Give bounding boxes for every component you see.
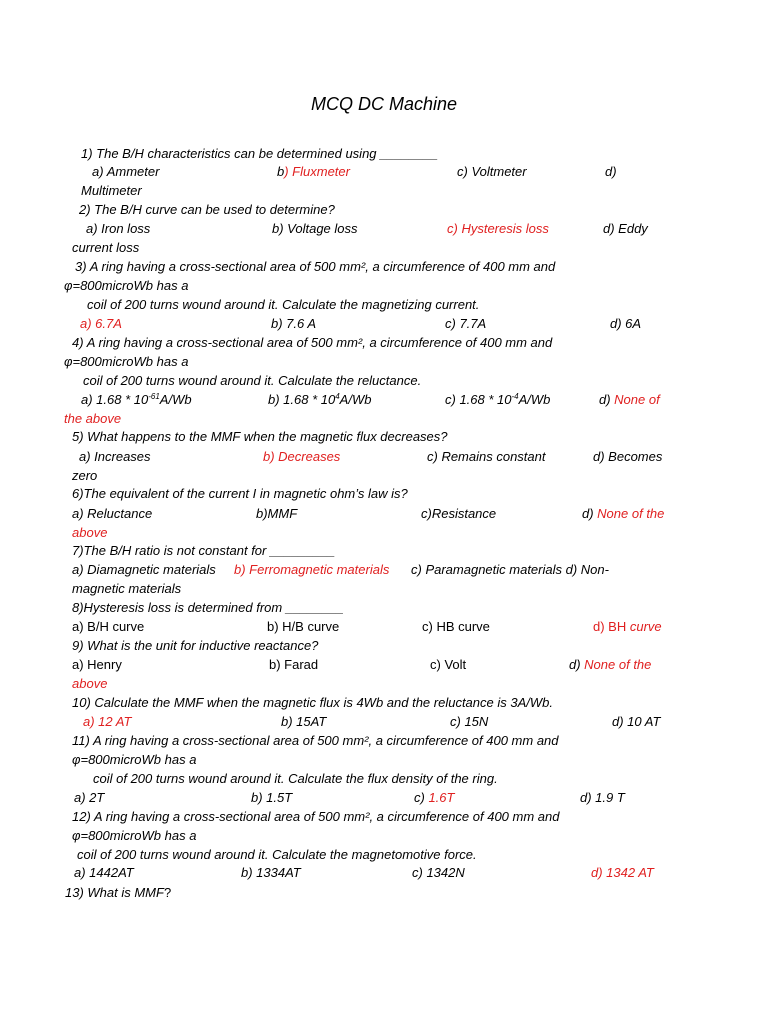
q1-option-b: b) Fluxmeter (277, 164, 350, 179)
question-12: 12) A ring having a cross-sectional area of 500 mm², a circumference of 400 mm and (72, 809, 560, 824)
q4-option-d-wrap: the above (64, 411, 122, 426)
q3-option-d: d) 6A (610, 316, 642, 331)
question-7: 7)The B/H ratio is not constant for _________ (72, 543, 336, 558)
question-12-line-3: coil of 200 turns wound around it. Calculate the magnetomotive force. (77, 847, 477, 862)
question-4-line-2: φ=800microWb has a (64, 354, 189, 369)
q11-option-b: b) 1.5T (251, 790, 293, 805)
q7-option-c: c) Paramagnetic materials d) Non- (411, 562, 609, 577)
q9-option-a: a) Henry (72, 657, 122, 672)
question-11-line-2: φ=800microWb has a (72, 752, 197, 767)
q11-option-d: d) 1.9 T (580, 790, 625, 805)
question-3-line-3: coil of 200 turns wound around it. Calculate the magnetizing current. (87, 297, 480, 312)
question-1: 1) The B/H characteristics can be determined using ________ (81, 146, 438, 161)
q10-option-b: b) 15AT (281, 714, 327, 729)
q5-option-d-wrap: zero (72, 468, 98, 483)
q1-option-c: c) Voltmeter (457, 164, 527, 179)
question-9: 9) What is the unit for inductive reactance? (72, 638, 319, 653)
question-2: 2) The B/H curve can be used to determine? (79, 202, 335, 217)
q9-option-c: c) Volt (430, 657, 467, 672)
question-8: 8)Hysteresis loss is determined from ________ (72, 600, 344, 615)
question-4: 4) A ring having a cross-sectional area of 500 mm², a circumference of 400 mm and (72, 335, 553, 350)
q12-option-c: c) 1342N (412, 865, 465, 880)
question-4-line-3: coil of 200 turns wound around it. Calculate the reluctance. (83, 373, 422, 388)
q10-option-a: a) 12 AT (83, 714, 132, 729)
q12-option-b: b) 1334AT (241, 865, 301, 880)
q6-option-a: a) Reluctance (72, 506, 153, 521)
q6-option-c: c)Resistance (421, 506, 497, 521)
correct-answer: None of (614, 392, 660, 407)
q9-option-d: d) None of the (569, 657, 652, 672)
q3-option-b: b) 7.6 A (271, 316, 317, 331)
q9-option-d-wrap: above (72, 676, 108, 691)
q5-option-c: c) Remains constant (427, 449, 546, 464)
q1-option-d: d) (605, 164, 617, 179)
q10-option-d: d) 10 AT (612, 714, 661, 729)
q2-option-d: d) Eddy (603, 221, 648, 236)
q5-option-d: d) Becomes (593, 449, 663, 464)
q4-option-c: c) $1.68 * 10^{-4}A/Wb$ (445, 392, 551, 407)
q3-option-a: a) 6.7A (80, 316, 122, 331)
q8-option-d: d) BH curve (593, 619, 662, 634)
q4-option-d: d) None of (599, 392, 660, 407)
question-3-line-2: φ=800microWb has a (64, 278, 189, 293)
q9-option-b: b) Farad (269, 657, 319, 672)
q10-option-c: c) 15N (450, 714, 489, 729)
question-6: 6)The equivalent of the current I in magnetic ohm’s law is? (72, 486, 408, 501)
question-13: 13) What is MMF? (65, 885, 172, 900)
q7-option-a: a) Diamagnetic materials (72, 562, 216, 577)
q8-option-c: c) HB curve (422, 619, 490, 634)
q8-option-b: b) H/B curve (267, 619, 340, 634)
question-5: 5) What happens to the MMF when the magnetic flux decreases? (72, 429, 448, 444)
correct-answer: 1.6T (428, 790, 455, 805)
question-12-line-2: φ=800microWb has a (72, 828, 197, 843)
correct-answer: None of the (597, 506, 665, 521)
q6-option-d: d) None of the (582, 506, 665, 521)
question-11-line-3: coil of 200 turns wound around it. Calculate the flux density of the ring. (93, 771, 498, 786)
q6-option-b: b)MMF (256, 506, 298, 521)
question-10: 10) Calculate the MMF when the magnetic flux is 4Wb and the reluctance is 3A/Wb. (72, 695, 553, 710)
q4-option-b: b) $1.68 * 10^4A/Wb$ (268, 392, 372, 407)
q5-option-b: b) Decreases (263, 449, 341, 464)
q12-option-d: d) 1342 AT (591, 865, 654, 880)
q11-option-a: a) 2T (74, 790, 105, 805)
q2-option-d-wrap: current loss (72, 240, 140, 255)
q2-option-c: c) Hysteresis loss (447, 221, 549, 236)
q6-option-d-wrap: above (72, 525, 108, 540)
q11-option-c: c) 1.6T (414, 790, 455, 805)
q2-option-a: a) Iron loss (86, 221, 151, 236)
question-3: 3) A ring having a cross-sectional area of 500 mm², a circumference of 400 mm and (75, 259, 556, 274)
page-title: MCQ DC Machine (310, 94, 458, 114)
q3-option-c: c) 7.7A (445, 316, 487, 331)
q2-option-b: b) Voltage loss (272, 221, 358, 236)
q1-option-d-wrap: Multimeter (81, 183, 142, 198)
q7-option-b: b) Ferromagnetic materials (234, 562, 390, 577)
correct-answer: None of the (584, 657, 652, 672)
q7-option-d-wrap: magnetic materials (72, 581, 182, 596)
correct-answer: ) Fluxmeter (284, 164, 350, 179)
question-11: 11) A ring having a cross-sectional area of 500 mm², a circumference of 400 mm and (72, 733, 559, 748)
q12-option-a: a) 1442AT (74, 865, 134, 880)
q8-option-a: a) B/H curve (72, 619, 145, 634)
q5-option-a: a) Increases (79, 449, 151, 464)
q4-option-a: a) $1.68 * 10^{-61}A/Wb$ (81, 392, 192, 407)
q1-option-a: a) Ammeter (92, 164, 160, 179)
